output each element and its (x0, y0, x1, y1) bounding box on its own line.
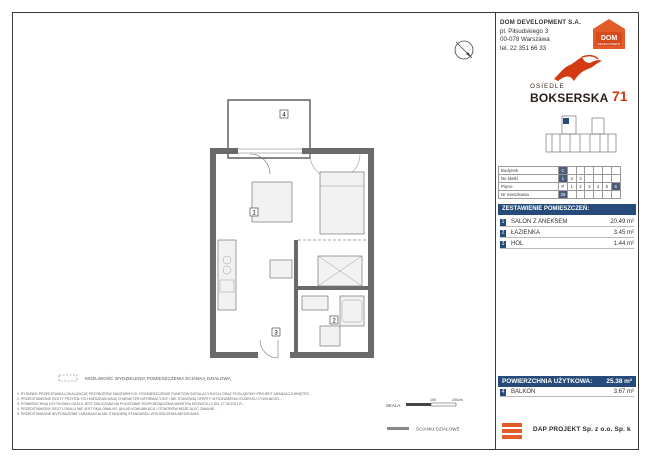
walls-legend-swatch (387, 427, 409, 430)
plan-label-balcony: 4 (282, 112, 286, 119)
info-cell (611, 191, 620, 199)
room-area: 20.49 m² (610, 219, 634, 225)
plan-label-living: 1 (252, 210, 256, 217)
info-cell: 6 (611, 183, 620, 191)
floor-plan (190, 90, 390, 362)
disclaimer-notes (17, 392, 387, 417)
partition-legend-symbol (58, 374, 78, 382)
sheet-divider (495, 12, 496, 450)
info-cell (576, 191, 585, 199)
logo-text: DOM (600, 35, 618, 42)
info-cell: 3 (585, 183, 594, 191)
room-row (500, 230, 634, 238)
scale-end: 200cm (452, 398, 463, 402)
info-cell: 1 (559, 175, 568, 183)
info-cell (576, 167, 585, 175)
plan-label-bathroom: 2 (332, 318, 336, 325)
balcony-row (500, 389, 634, 397)
room-row (500, 219, 634, 227)
info-cell (611, 175, 620, 183)
dap-projekt-logo (500, 421, 526, 441)
partition-legend-text: MOŻLIWOŚĆ WYDZIELENIA POMIESZCZENIA ŚCIANKĄ DZIAŁOWĄ (85, 376, 231, 381)
info-row (499, 183, 621, 191)
room-area: 3.45 m² (613, 230, 634, 236)
note-line: 4. PRZEDSTAWIONY RZUT LOKALU NIE JEST SKALOWALNY, UKŁAD KOMUNIKACJI I OTWORÓW MOŻE ULEC ZMIANIE... (17, 407, 218, 411)
info-cell (585, 167, 594, 175)
room-name: HOL (511, 241, 524, 247)
room-row (500, 241, 634, 249)
info-row-label: Nr mieszkania (499, 191, 559, 199)
info-cell (567, 167, 576, 175)
info-cell: 1 (567, 183, 576, 191)
balcony-number: 4 (501, 389, 505, 395)
info-cell: 3 (576, 175, 585, 183)
info-row-label: Ne klatki (499, 175, 559, 183)
room-number: 2 (501, 230, 505, 236)
info-cell: 5 (602, 183, 611, 191)
room-number: 1 (501, 219, 505, 225)
designer-name: DAP PROJEKT Sp. z o.o. Sp. k (533, 426, 631, 433)
info-row (499, 191, 621, 199)
room-name: ŁAZIENKA (511, 230, 541, 236)
company-city: 00-078 Warszawa (500, 36, 550, 44)
project-line2: BOKSERSKA (530, 91, 609, 105)
scale-mid: 100 (430, 398, 436, 402)
north-arrow-icon (452, 38, 476, 62)
info-cell (611, 167, 620, 175)
info-cell (594, 175, 603, 183)
company-name: DOM DEVELOPMENT S.A. (500, 19, 582, 26)
note-line: 1. RYSUNEK PRZEDSTAWIA LOKALIZACJĘ PRZYBORÓW SANITARNYCH, ROZMIESZCZENIE PUNKTÓW INSTALACYJNYCH ORAZ POGLĄDOWY PROJEKT ARANŻACJI WNĘTRZ... (17, 392, 312, 396)
scale-label: SKALA: (386, 403, 402, 408)
usable-area-bar (498, 376, 636, 387)
plan-label-hall: 3 (274, 330, 278, 337)
horse-icon (548, 53, 608, 85)
balcony-area: 3.67 m² (613, 389, 634, 395)
balcony-name: BALKON (511, 389, 536, 395)
info-cell: 26 (560, 192, 566, 197)
building-key-plan (536, 112, 628, 162)
room-name: SALON Z ANEKSEM (511, 219, 568, 225)
logo-subtext: DEVELOPMENT (597, 42, 621, 46)
info-cell (594, 167, 603, 175)
info-row-label: Budynek (499, 167, 559, 175)
info-row (499, 175, 621, 183)
company-info (500, 19, 581, 53)
info-cell (602, 191, 611, 199)
info-cell (585, 175, 594, 183)
info-cell: 4 (594, 183, 603, 191)
dom-development-logo (592, 18, 626, 50)
info-row-label: Piętro (499, 183, 559, 191)
note-line: 3. POWIERZCHNIA UŻYTKOWA LOKALU JEST OBLICZANA NA PODSTAWIE ROZPORZĄDZENIA MINISTRA ROZWOJU Z DN. 17.06.2021 R... (17, 402, 245, 406)
note-line: 2. PRZEDSTAWIONE RZUTY PRZYSZŁYCH MIESZKAŃ MAJĄ CHARAKTER INFORMACYJNY I NIE STANOWIĄ OFERTY W ROZUMIENIU KODEKSU CYWILNEGO... (17, 397, 282, 401)
room-number: 3 (501, 241, 505, 247)
info-cell (602, 175, 611, 183)
room-area: 1.44 m² (613, 241, 634, 247)
project-line1: OSIEDLE (530, 83, 565, 90)
info-row (499, 167, 621, 175)
company-phone: tel. 22 351 66 33 (500, 44, 547, 52)
info-cell (594, 191, 603, 199)
walls-legend (386, 424, 486, 434)
usable-area-value: 25.38 m² (606, 378, 632, 385)
apartment-info-table (498, 166, 621, 199)
walls-legend-text: ŚCIANKI DZIAŁOWE (416, 426, 460, 432)
project-number: 71 (612, 88, 628, 104)
info-cell (585, 191, 594, 199)
balcony-outline (228, 100, 310, 158)
usable-area-label: POWIERZCHNIA UŻYTKOWA: (502, 378, 593, 385)
info-cell: 2 (567, 175, 576, 183)
info-cell: C (559, 167, 568, 175)
project-logo (528, 53, 628, 108)
info-cell: 2 (576, 183, 585, 191)
company-street: pl. Piłsudskiego 3 (500, 27, 549, 35)
scale-bar (386, 397, 486, 411)
info-cell: P (559, 183, 568, 191)
rooms-summary-header: ZESTAWIENIE POMIESZCZEŃ: (498, 204, 636, 215)
info-cell (567, 191, 576, 199)
note-line: 5. PRZEDSTAWIONE WYPOSAŻENIE I ARANŻACJA NIE STANOWIĄ STANDARDU WYKOŃCZENIA MIESZKANIA. (17, 412, 200, 416)
info-cell (602, 167, 611, 175)
